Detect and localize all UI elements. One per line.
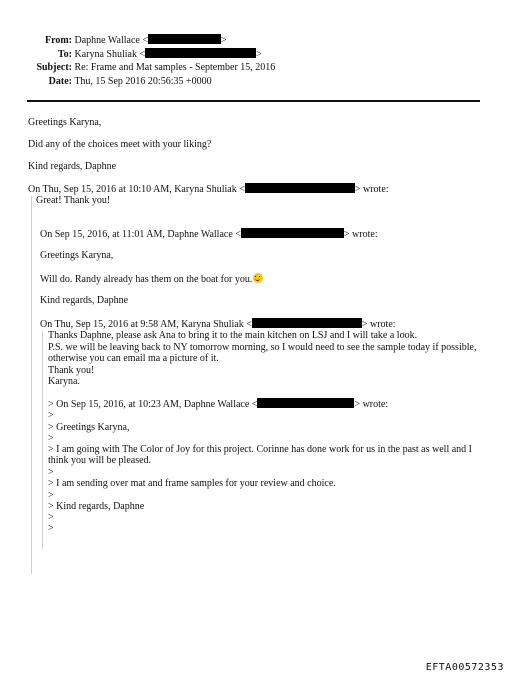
quote-bar	[42, 331, 43, 549]
quote-line: >	[48, 467, 54, 478]
quote-line: >	[48, 433, 54, 444]
greeting: Greetings Karyna,	[40, 250, 114, 261]
quote-intro-end: > wrote:	[343, 229, 378, 240]
quote-line: P.S. we will be leaving back to NY tomorrow morning, so I would need to see the sample today if possible,	[48, 342, 477, 353]
date-value: Thu, 15 Sep 2016 20:56:35 +0000	[74, 76, 212, 87]
quote-line: >	[48, 523, 54, 534]
quote-intro	[48, 398, 388, 411]
date-row	[0, 76, 212, 88]
signoff: Kind regards, Daphne	[28, 161, 117, 172]
quote-intro-end: > wrote:	[354, 184, 389, 195]
quote-intro-text: On Sep 15, 2016, at 11:01 AM, Daphne Wallace <	[40, 229, 241, 240]
subject-label: Subject:	[36, 62, 72, 73]
redaction-bar	[252, 318, 362, 328]
quote-line: otherwise you can email ma a picture of it.	[48, 353, 219, 364]
quote-intro	[40, 228, 378, 241]
redaction-bar	[241, 228, 344, 238]
close-bracket: >	[256, 49, 262, 60]
subject-value: Re: Frame and Mat samples - September 15, 2016	[74, 62, 276, 73]
quote-line: > I am sending over mat and frame samples for your review and choice.	[48, 478, 336, 489]
close-bracket: >	[221, 35, 227, 46]
quote-line: > Kind regards, Daphne	[48, 501, 145, 512]
quote-line: think you will be pleased.	[48, 455, 152, 466]
quote-intro-text: > On Sep 15, 2016, at 10:23 AM, Daphne Wallace <	[48, 399, 258, 410]
date-label: Date:	[48, 76, 72, 87]
quote-line: Karyna.	[48, 376, 80, 387]
from-label: From:	[44, 35, 72, 46]
quote-intro-text: On Thu, Sep 15, 2016 at 10:10 AM, Karyna Shuliak <	[28, 184, 245, 195]
quote-bar	[31, 196, 32, 574]
quote-line: > I am going with The Color of Joy for this project. Corinne has done work for us in the past as well and I	[48, 444, 472, 455]
quote-line: Thanks Daphne, please ask Ana to bring it to the main kitchen on LSJ and I will take a look.	[48, 330, 418, 341]
body-text-content: Will do. Randy already has them on the boat for you.	[40, 274, 253, 285]
to-label: To:	[57, 49, 72, 60]
to-row	[0, 48, 262, 61]
quote-body: Great! Thank you!	[36, 195, 111, 206]
quote-line: Thank you!	[48, 365, 95, 376]
from-value: Daphne Wallace <	[74, 35, 149, 46]
subject-row	[0, 62, 275, 74]
smiley-icon	[253, 273, 263, 283]
signoff: Kind regards, Daphne	[40, 295, 129, 306]
redaction-bar	[245, 183, 355, 193]
redaction-bar	[148, 34, 221, 44]
quote-line: >	[48, 410, 54, 421]
redaction-bar	[145, 48, 256, 58]
body-text: Did any of the choices meet with your liking?	[28, 139, 212, 150]
body-text	[40, 273, 263, 286]
quote-line: >	[48, 490, 54, 501]
from-row	[0, 34, 227, 47]
greeting: Greetings Karyna,	[28, 117, 102, 128]
quote-intro-end: > wrote:	[354, 399, 389, 410]
quote-line: >	[48, 512, 54, 523]
quote-line: > Greetings Karyna,	[48, 422, 130, 433]
document-stamp: EFTA00572353	[425, 662, 504, 673]
quote-intro-end: > wrote:	[361, 319, 396, 330]
redaction-bar	[257, 398, 354, 408]
to-value: Karyna Shuliak <	[74, 49, 146, 60]
quote-intro-text: On Thu, Sep 15, 2016 at 9:58 AM, Karyna Shuliak <	[40, 319, 252, 330]
header-divider	[27, 100, 480, 102]
